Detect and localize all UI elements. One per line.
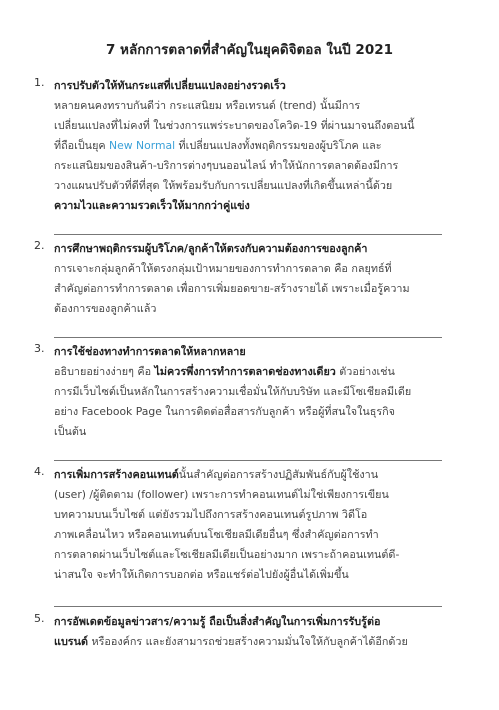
section-divider xyxy=(54,460,442,461)
item-text-line: สำคัญต่อการทำการตลาด เพื่อการเพิ่มยอดขาย-สร้างรายได้ เพราะเมื่อรู้ความ xyxy=(54,282,410,295)
item-number: 1. xyxy=(34,76,45,89)
item-text-line: (user) /ผู้ติดตาม (follower) เพราะการทำคอนเทนต์ไม่ใช่เพียงการเขียน xyxy=(54,488,389,501)
item-text-segment: ตัวอย่างเช่น xyxy=(335,365,395,378)
list-item-2 xyxy=(34,239,446,319)
list-item-5 xyxy=(34,612,446,652)
item-text-line: น่าสนใจ จะทำให้เกิดการบอกต่อ หรือแชร์ต่อไปยังผู้อื่นได้เพิ่มขึ้น xyxy=(54,568,349,581)
item-text-line: กระแสนิยมของสินค้า-บริการต่างๆบนออนไลน์ ทำให้นักการตลาดต้องมีการ xyxy=(54,159,399,172)
item-body xyxy=(54,465,446,585)
item-text-line: ต้องการของลูกค้าแล้ว xyxy=(54,302,157,315)
item-text-line xyxy=(54,465,446,485)
item-text-line: การมีเว็บไซต์เป็นหลักในการสร้างความเชื่อมั่นให้กับบริษัท และมีโซเชียลมีเดีย xyxy=(54,385,412,398)
section-divider xyxy=(54,606,442,607)
item-text-line: บทความบนเว็บไซต์ แต่ยังรวมไปถึงการสร้างคอนเทนต์รูปภาพ วิดีโอ xyxy=(54,508,368,521)
item-heading: การปรับตัวให้ทันกระแสที่เปลี่ยนแปลงอย่างรวดเร็ว xyxy=(54,79,286,92)
item-text-line: เปลี่ยนแปลงที่ไม่คงที่ ในช่วงการแพร่ระบาดของโควิด-19 ที่ผ่านมาจนถึงตอนนี้ xyxy=(54,119,415,132)
item-text-line: การเจาะกลุ่มลูกค้าให้ตรงกลุ่มเป้าหมายของการทำการตลาด คือ กลยุทธ์ที่ xyxy=(54,262,392,275)
item-text-line: เป็นต้น xyxy=(54,425,87,438)
item-text-segment: อธิบายอย่างง่ายๆ คือ xyxy=(54,365,155,378)
item-text-line xyxy=(54,362,446,382)
item-text-line: วางแผนปรับตัวที่ดีที่สุด ให้พร้อมรับกับการเปลี่ยนแปลงที่เกิดขึ้นเหล่านี้ด้วย xyxy=(54,179,393,192)
item-text-line: หลายคนคงทราบกันดีว่า กระแสนิยม หรือเทรนด์ (trend) นั้นมีการ xyxy=(54,99,361,112)
item-emphasis: ความไวและความรวดเร็วให้มากกว่าคู่แข่ง xyxy=(54,199,250,212)
item-text-line: อย่าง Facebook Page ในการติดต่อสื่อสารกับลูกค้า หรือผู้ที่สนใจในธุรกิจ xyxy=(54,405,395,418)
item-text-segment: หรือองค์กร และยังสามารถช่วยสร้างความมั่นใจให้กับลูกค้าได้อีกด้วย xyxy=(88,635,408,648)
item-body xyxy=(54,342,446,442)
item-emphasis: แบรนด์ xyxy=(54,635,89,648)
item-number: 3. xyxy=(34,342,45,355)
section-divider xyxy=(54,337,442,338)
item-body xyxy=(54,76,446,216)
list-item-1 xyxy=(34,76,446,216)
section-divider xyxy=(54,234,442,235)
item-number: 4. xyxy=(34,465,45,478)
item-text-line xyxy=(54,632,446,652)
item-text-segment: นั้นสำคัญต่อการสร้างปฏิสัมพันธ์กับผู้ใช้งาน xyxy=(178,468,379,481)
item-heading: การศึกษาพฤติกรรมผู้บริโภค/ลูกค้าให้ตรงกับความต้องการของลูกค้า xyxy=(54,242,368,255)
item-heading: การใช้ช่องทางทำการตลาดให้หลากหลาย xyxy=(54,345,246,358)
item-body xyxy=(54,239,446,319)
item-number: 5. xyxy=(34,612,45,625)
item-text-segment: ที่เปลี่ยนแปลงทั้งพฤติกรรมของผู้บริโภค และ xyxy=(175,139,382,152)
item-text-line: การตลาดผ่านเว็บไซต์และโซเชียลมีเดียเป็นอย่างมาก เพราะถ้าคอนเทนต์ดี- xyxy=(54,548,400,561)
new-normal-highlight: New Normal xyxy=(109,139,176,152)
item-text-line: ภาพเคลื่อนไหว หรือคอนเทนต์บนโซเชียลมีเดียอื่นๆ ซึ่งสำคัญต่อการทำ xyxy=(54,528,379,541)
item-body xyxy=(54,612,446,652)
item-heading: การเพิ่มการสร้างคอนเทนต์ xyxy=(54,468,179,481)
item-text-segment: ที่ถือเป็นยุค xyxy=(54,139,110,152)
item-heading: การอัพเดตข้อมูลข่าวสาร/ความรู้ ถือเป็นสิ่งสำคัญในการเพิ่มการรับรู้ต่อ xyxy=(54,615,381,628)
item-number: 2. xyxy=(34,239,45,252)
page-title: 7 หลักการตลาดที่สำคัญในยุคดิจิตอล ในปี 2021 xyxy=(105,42,394,58)
item-text-line xyxy=(54,136,446,156)
list-item-4 xyxy=(34,465,446,585)
item-emphasis: ไม่ควรพึ่งการทำการตลาดช่องทางเดียว xyxy=(154,365,336,378)
list-item-3 xyxy=(34,342,446,442)
